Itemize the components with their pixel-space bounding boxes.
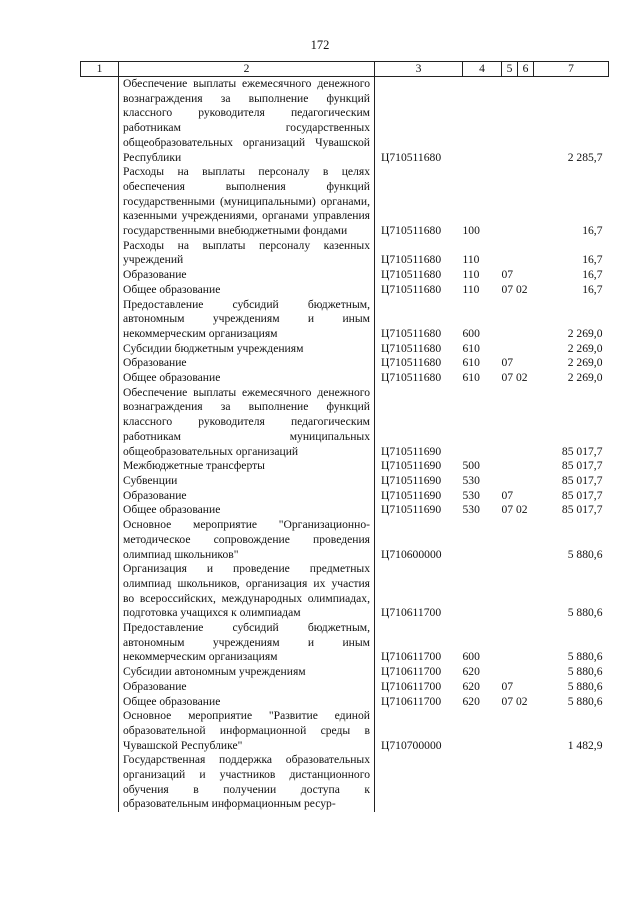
cell-amount: 2 269,0 bbox=[567, 341, 603, 355]
cell-number bbox=[81, 503, 119, 518]
cell-amount: 16,7 bbox=[582, 268, 603, 282]
cell-expense-type: 500 bbox=[462, 459, 480, 473]
table-row bbox=[81, 371, 609, 386]
cell-amount: 85 017,7 bbox=[561, 488, 603, 502]
cell-expense-type: 620 bbox=[462, 679, 480, 693]
cell-target-code: Ц710700000 bbox=[381, 738, 442, 752]
cell-amount: 16,7 bbox=[582, 282, 603, 296]
cell-amount: 5 880,6 bbox=[567, 606, 603, 620]
cell-target-code: Ц710511690 bbox=[381, 473, 442, 487]
cell-expense-type: 600 bbox=[462, 326, 480, 340]
cell-amount: 5 880,6 bbox=[567, 547, 603, 561]
cell-amount: 85 017,7 bbox=[561, 444, 603, 458]
cell-expense-type bbox=[463, 386, 502, 460]
cell-target-code: Ц710511690 bbox=[381, 503, 442, 517]
table-row bbox=[81, 77, 609, 166]
cell-section bbox=[502, 459, 534, 474]
column-header: 3 bbox=[375, 62, 463, 77]
cell-description: Межбюджетные трансферты bbox=[119, 459, 375, 474]
cell-number bbox=[81, 283, 119, 298]
cell-section: 07 bbox=[501, 488, 514, 502]
table-row bbox=[81, 709, 609, 753]
cell-description: Предоставление субсидий бюджетным, автономным учреждениям и иным некоммерческим организациям bbox=[119, 621, 375, 665]
cell-amount bbox=[534, 753, 609, 812]
table-row bbox=[81, 356, 609, 371]
cell-section: 07 02 bbox=[501, 694, 528, 708]
cell-section bbox=[502, 165, 534, 239]
column-header: 7 bbox=[534, 62, 609, 77]
cell-amount: 16,7 bbox=[582, 224, 603, 238]
cell-section bbox=[502, 665, 534, 680]
column-header: 1 bbox=[81, 62, 119, 77]
cell-expense-type bbox=[463, 753, 502, 812]
cell-amount: 5 880,6 bbox=[567, 679, 603, 693]
cell-number bbox=[81, 695, 119, 710]
cell-target-code: Ц710611700 bbox=[381, 679, 442, 693]
cell-number bbox=[81, 239, 119, 268]
cell-number bbox=[81, 386, 119, 460]
cell-description: Государственная поддержка образовательных организаций и участников дистанционного обучения в получении доступа к образовательным информационным ресур- bbox=[119, 753, 375, 812]
cell-target-code: Ц710611700 bbox=[381, 650, 442, 664]
table-header-row bbox=[81, 62, 609, 77]
table-row bbox=[81, 386, 609, 460]
cell-target-code: Ц710511680 bbox=[381, 150, 442, 164]
cell-description: Субвенции bbox=[119, 474, 375, 489]
cell-section: 07 02 bbox=[501, 503, 528, 517]
cell-number bbox=[81, 474, 119, 489]
table-row bbox=[81, 474, 609, 489]
cell-amount: 85 017,7 bbox=[561, 503, 603, 517]
table-row bbox=[81, 665, 609, 680]
cell-number bbox=[81, 268, 119, 283]
cell-section: 07 02 bbox=[501, 371, 528, 385]
cell-section bbox=[502, 386, 534, 460]
table-row bbox=[81, 753, 609, 812]
column-header: 4 bbox=[463, 62, 502, 77]
cell-expense-type: 620 bbox=[462, 694, 480, 708]
cell-expense-type: 610 bbox=[462, 371, 480, 385]
cell-target-code: Ц710511690 bbox=[381, 459, 442, 473]
cell-description: Обеспечение выплаты ежемесячного денежного вознаграждения за выполнение функций классного руководителя педагогическим работникам государственных общеобразовательных организаций Чувашской Республики bbox=[119, 77, 375, 166]
cell-expense-type: 610 bbox=[462, 341, 480, 355]
table-row bbox=[81, 342, 609, 357]
cell-expense-type: 110 bbox=[462, 282, 480, 296]
cell-number bbox=[81, 518, 119, 562]
table-row bbox=[81, 562, 609, 621]
cell-expense-type: 600 bbox=[462, 650, 480, 664]
cell-target-code: Ц710611700 bbox=[381, 606, 442, 620]
table-row bbox=[81, 239, 609, 268]
cell-description: Образование bbox=[119, 489, 375, 504]
cell-expense-type: 610 bbox=[462, 356, 480, 370]
cell-target-code: Ц710511680 bbox=[381, 268, 442, 282]
cell-target-code: Ц710511680 bbox=[381, 326, 442, 340]
cell-amount: 85 017,7 bbox=[561, 459, 603, 473]
cell-section bbox=[502, 298, 534, 342]
cell-description: Расходы на выплаты персоналу в целях обеспечения выполнения функций государственными (муниципальными) органами, казенными учреждениями, органами управления государственными внебюджетными фондами bbox=[119, 165, 375, 239]
cell-number bbox=[81, 371, 119, 386]
column-header: 5 bbox=[502, 62, 518, 77]
cell-number bbox=[81, 356, 119, 371]
cell-target-code: Ц710600000 bbox=[381, 547, 442, 561]
cell-section bbox=[502, 342, 534, 357]
cell-target-code: Ц710511680 bbox=[381, 224, 442, 238]
cell-description: Общее образование bbox=[119, 695, 375, 710]
cell-description: Образование bbox=[119, 268, 375, 283]
cell-number bbox=[81, 165, 119, 239]
cell-expense-type: 530 bbox=[462, 503, 480, 517]
cell-description: Расходы на выплаты персоналу казенных учреждений bbox=[119, 239, 375, 268]
cell-number bbox=[81, 665, 119, 680]
cell-section: 07 bbox=[501, 356, 514, 370]
cell-expense-type bbox=[463, 709, 502, 753]
table-row bbox=[81, 680, 609, 695]
cell-description: Общее образование bbox=[119, 371, 375, 386]
cell-target-code: Ц710511680 bbox=[381, 356, 442, 370]
cell-description: Общее образование bbox=[119, 503, 375, 518]
cell-description: Общее образование bbox=[119, 283, 375, 298]
table-row bbox=[81, 695, 609, 710]
table-row bbox=[81, 283, 609, 298]
cell-description: Предоставление субсидий бюджетным, автономным учреждениям и иным некоммерческим организациям bbox=[119, 298, 375, 342]
budget-table bbox=[80, 61, 609, 812]
cell-section bbox=[502, 621, 534, 665]
cell-number bbox=[81, 77, 119, 166]
cell-description: Образование bbox=[119, 680, 375, 695]
cell-target-code: Ц710511680 bbox=[381, 371, 442, 385]
cell-section bbox=[502, 239, 534, 268]
cell-number bbox=[81, 298, 119, 342]
cell-expense-type: 100 bbox=[462, 224, 480, 238]
cell-target-code: Ц710511680 bbox=[381, 282, 442, 296]
cell-number bbox=[81, 459, 119, 474]
page-number: 172 bbox=[310, 38, 330, 52]
cell-target-code: Ц710511680 bbox=[381, 253, 442, 267]
cell-expense-type bbox=[463, 518, 502, 562]
table-row bbox=[81, 518, 609, 562]
cell-description: Основное мероприятие "Развитие единой образовательной информационной среды в Чувашской Республике" bbox=[119, 709, 375, 753]
cell-amount: 16,7 bbox=[582, 253, 603, 267]
column-header: 2 bbox=[119, 62, 375, 77]
cell-section bbox=[502, 753, 534, 812]
table-row bbox=[81, 489, 609, 504]
cell-expense-type: 530 bbox=[462, 473, 480, 487]
cell-description: Субсидии бюджетным учреждениям bbox=[119, 342, 375, 357]
table-row bbox=[81, 459, 609, 474]
cell-amount: 5 880,6 bbox=[567, 694, 603, 708]
cell-description: Обеспечение выплаты ежемесячного денежного вознаграждения за выполнение функций классного руководителя педагогическим работникам муниципальных общеобразовательных организаций bbox=[119, 386, 375, 460]
cell-amount: 85 017,7 bbox=[561, 473, 603, 487]
cell-section: 07 bbox=[501, 268, 514, 282]
cell-number bbox=[81, 709, 119, 753]
cell-target-code: Ц710511690 bbox=[381, 488, 442, 502]
cell-target-code bbox=[375, 753, 463, 812]
cell-target-code: Ц710511690 bbox=[381, 444, 442, 458]
cell-number bbox=[81, 680, 119, 695]
cell-target-code: Ц710511680 bbox=[381, 341, 442, 355]
cell-amount: 2 269,0 bbox=[567, 356, 603, 370]
cell-section: 07 bbox=[501, 679, 514, 693]
cell-expense-type bbox=[463, 77, 502, 166]
table-row bbox=[81, 621, 609, 665]
column-header: 6 bbox=[518, 62, 534, 77]
cell-number bbox=[81, 753, 119, 812]
cell-amount: 2 269,0 bbox=[567, 326, 603, 340]
cell-section: 07 02 bbox=[501, 282, 528, 296]
cell-expense-type: 110 bbox=[462, 268, 480, 282]
table-row bbox=[81, 503, 609, 518]
cell-number bbox=[81, 621, 119, 665]
cell-expense-type: 620 bbox=[462, 665, 480, 679]
cell-expense-type: 530 bbox=[462, 488, 480, 502]
cell-section bbox=[502, 77, 534, 166]
cell-description: Основное мероприятие "Организационно-методическое сопровождение проведения олимпиад школьников" bbox=[119, 518, 375, 562]
cell-section bbox=[502, 709, 534, 753]
cell-target-code: Ц710611700 bbox=[381, 694, 442, 708]
table-row bbox=[81, 165, 609, 239]
cell-section bbox=[502, 474, 534, 489]
cell-target-code: Ц710611700 bbox=[381, 665, 442, 679]
cell-section bbox=[502, 562, 534, 621]
cell-expense-type: 110 bbox=[462, 253, 480, 267]
table-body bbox=[81, 77, 609, 813]
cell-amount: 5 880,6 bbox=[567, 665, 603, 679]
cell-section bbox=[502, 518, 534, 562]
cell-number bbox=[81, 562, 119, 621]
table-row bbox=[81, 298, 609, 342]
cell-description: Образование bbox=[119, 356, 375, 371]
cell-amount: 2 285,7 bbox=[567, 150, 603, 164]
cell-amount: 2 269,0 bbox=[567, 371, 603, 385]
cell-description: Субсидии автономным учреждениям bbox=[119, 665, 375, 680]
cell-number bbox=[81, 489, 119, 504]
cell-description: Организация и проведение предметных олимпиад школьников, организация их участия во всероссийских, международных олимпиадах, подготовка учащихся к олимпиадам bbox=[119, 562, 375, 621]
cell-expense-type bbox=[463, 562, 502, 621]
cell-number bbox=[81, 342, 119, 357]
cell-amount: 5 880,6 bbox=[567, 650, 603, 664]
table-row bbox=[81, 268, 609, 283]
cell-amount: 1 482,9 bbox=[567, 738, 603, 752]
